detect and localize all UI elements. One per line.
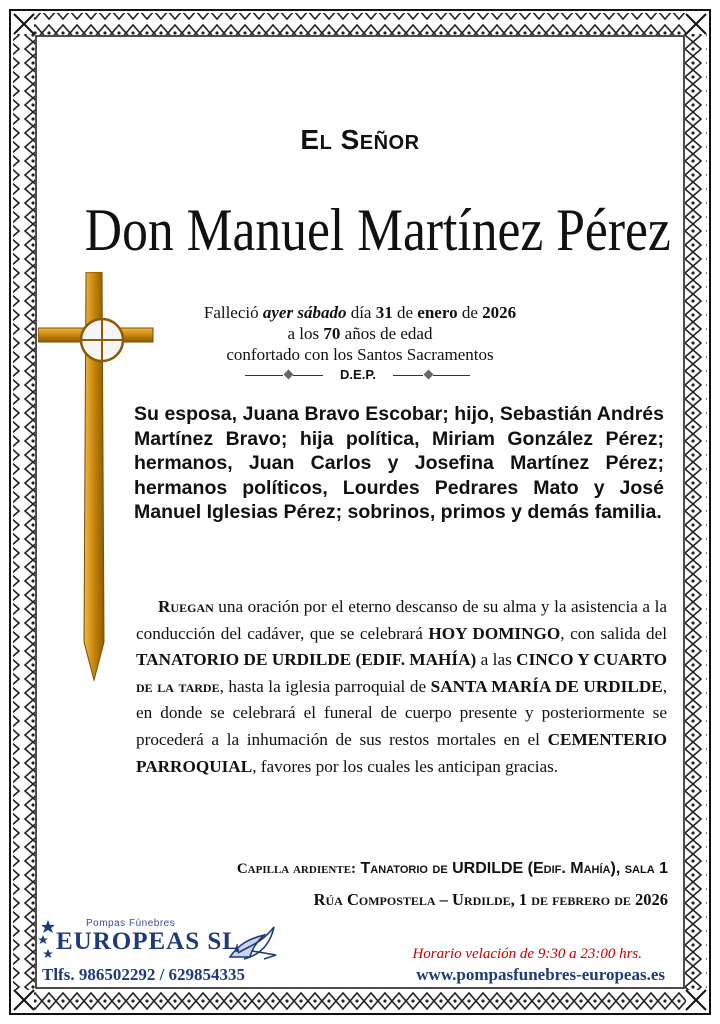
text-segment: , favores por los cuales les anticipan gracias.: [252, 756, 559, 776]
text-date-number: 31: [375, 303, 393, 322]
text-day: ayer sábado: [262, 303, 347, 322]
deceased-name: Don Manuel Martínez Pérez: [84, 197, 671, 263]
text-segment: , con salida del: [560, 623, 668, 643]
dep-divider: [245, 367, 470, 385]
text-anos: años de edad: [340, 324, 433, 343]
logo-subtitle: Pompas Fúnebres: [86, 918, 176, 929]
text-segment: , en donde se celebrará el funeral de cuerpo presente y posteriormente se procederá a la inhumación de sus restos mortales en el: [136, 676, 667, 749]
chapel-value: Tanatorio de URDILDE (Edif. Mahía), sala 1: [360, 860, 668, 877]
title-el-senor: El Señor: [300, 124, 420, 155]
text-dia: día: [346, 303, 376, 322]
diamond-ornament: [284, 370, 294, 380]
text-segment: , hasta la iglesia parroquial de: [219, 676, 431, 696]
address-date-line: Rúa Compostela – Urdilde, 1 de febrero de 2026: [313, 890, 668, 909]
sacraments-line: confortado con los Santos Sacramentos: [226, 345, 494, 364]
viewing-hours: Horario velación de 9:30 a 23:00 hrs.: [412, 946, 642, 962]
text-year: 2026: [482, 303, 517, 322]
death-date-line: [130, 302, 590, 323]
text-de-2: de: [457, 303, 483, 322]
divider-line: [293, 375, 323, 376]
diamond-ornament: [424, 370, 434, 380]
chapel-label: Capilla ardiente:: [236, 861, 357, 877]
death-info: [130, 302, 590, 365]
text-de-la-tarde: de la tarde: [136, 676, 220, 696]
prayer-paragraph: [136, 594, 667, 780]
text-church: SANTA MARÍA DE URDILDE: [430, 676, 663, 696]
text-de: de: [392, 303, 418, 322]
text-time: CINCO Y CUARTO: [516, 650, 667, 670]
dep-text: D.E.P.: [340, 367, 376, 382]
divider-line: [245, 375, 283, 376]
text-ruegan: Ruegan: [158, 597, 214, 616]
text-month: enero: [417, 303, 458, 322]
divider-line: [433, 375, 470, 376]
age-line: [130, 323, 590, 344]
divider-line: [393, 375, 423, 376]
text-segment: una oración por el eterno descanso de su alma y la asistencia a la conducción del cadáver, que se celebrará: [136, 597, 667, 643]
text-hoy-domingo: HOY DOMINGO: [428, 623, 561, 643]
text-fallecio: Falleció: [203, 303, 263, 322]
text-a-los: a los: [287, 324, 324, 343]
website-link[interactable]: www.pompasfunebres-europeas.es: [416, 965, 665, 984]
chapel-line: [60, 860, 668, 878]
logo-name: EUROPEAS SL: [56, 928, 240, 955]
family-paragraph: Su esposa, Juana Bravo Escobar; hijo, Sebastián Andrés Martínez Bravo; hija política, Miriam González Pérez; hermanos, Juan Carlos y Josefina Martínez Pérez; hermanos políticos, Lourdes Pedrares Mato y José Manuel Iglesias Pérez; sobrinos, primos y demás familia.: [134, 403, 664, 523]
text-tanatorio: TANATORIO DE URDILDE (EDIF. MAHÍA): [136, 650, 477, 670]
text-age: 70: [323, 324, 341, 343]
text-segment: a las: [476, 650, 517, 670]
phone-numbers: Tlfs. 986502292 / 629854335: [42, 965, 246, 984]
text-cemetery: CEMENTERIO PARROQUIAL: [136, 729, 667, 776]
